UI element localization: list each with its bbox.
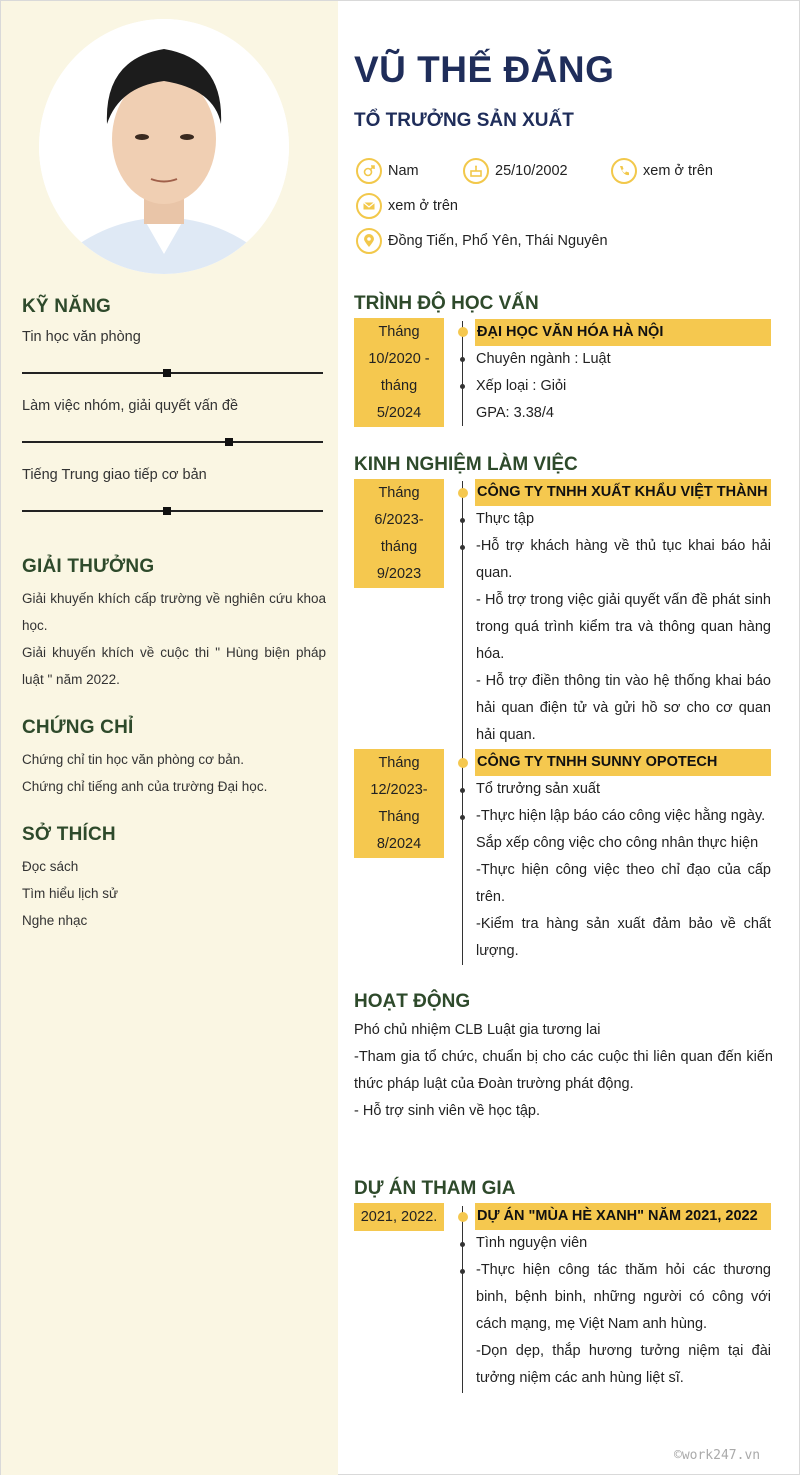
candidate-role: TỔ TRƯỞNG SẢN XUẤT <box>354 110 574 131</box>
date-line: Tháng <box>378 755 420 771</box>
award-item: Giải khuyến khích về cuộc thi " Hùng biện pháp luật " năm 2022. <box>22 645 326 687</box>
activity-line: Phó chủ nhiệm CLB Luật gia tương lai <box>354 1022 601 1038</box>
gender-value: Nam <box>388 163 419 179</box>
info-phone <box>611 158 713 184</box>
certs-title: CHỨNG CHỈ <box>22 717 134 738</box>
bullet-dot <box>460 1242 465 1247</box>
info-dob <box>463 158 568 184</box>
hobby-item: Đọc sách <box>22 859 79 874</box>
job-position: Tổ trưởng sản xuất <box>476 781 600 797</box>
phone-icon <box>611 158 637 184</box>
sidebar <box>1 1 338 1475</box>
skill-level-handle <box>163 507 171 515</box>
timeline-dot <box>458 488 468 498</box>
date-line: 6/2023- <box>374 512 424 528</box>
hobby-item: Nghe nhạc <box>22 913 88 928</box>
birthday-cake-icon <box>463 158 489 184</box>
hobby-item: Tìm hiểu lịch sử <box>22 886 119 901</box>
email-value: xem ở trên <box>388 198 458 214</box>
date-line: Tháng <box>378 324 420 340</box>
bullet-dot <box>460 357 465 362</box>
job-desc: -Kiểm tra hàng sản xuất đảm bảo về chất lượng. <box>476 916 771 959</box>
timeline-dot <box>458 758 468 768</box>
award-item: Giải khuyến khích cấp trường về nghiên cứu khoa học. <box>22 591 326 633</box>
job-position: Thực tập <box>476 511 535 527</box>
gender-icon <box>356 158 382 184</box>
candidate-name: VŨ THẾ ĐĂNG <box>354 49 615 90</box>
date-line: Tháng <box>378 809 420 825</box>
info-gender <box>356 158 419 184</box>
date-line: 9/2023 <box>376 566 422 582</box>
skills-title: KỸ NĂNG <box>22 296 112 317</box>
skill-name: Tiếng Trung giao tiếp cơ bản <box>22 467 207 483</box>
activity-line: - Hỗ trợ sinh viên về học tập. <box>354 1103 541 1119</box>
education-date <box>354 318 444 427</box>
bullet-dot <box>460 545 465 550</box>
date-line: Tháng <box>378 485 420 501</box>
education-major: Chuyên ngành : Luật <box>476 351 611 367</box>
education-gpa: GPA: 3.38/4 <box>476 405 554 421</box>
cert-item: Chứng chỉ tiếng anh của trường Đại học. <box>22 779 268 794</box>
skill-bar <box>22 510 323 512</box>
project-name: DỰ ÁN "MÙA HÈ XANH" NĂM 2021, 2022 <box>475 1203 771 1230</box>
bullet-dot <box>460 815 465 820</box>
job-desc: -Hỗ trợ khách hàng về thủ tục khai báo hải quan. <box>476 538 771 581</box>
info-address <box>356 228 608 254</box>
date-line: 5/2024 <box>376 405 422 421</box>
activities-title: HOẠT ĐỘNG <box>354 991 471 1012</box>
email-icon <box>356 193 382 219</box>
skill-name: Tin học văn phòng <box>22 329 141 345</box>
skill-name: Làm việc nhóm, giải quyết vấn đề <box>22 398 239 414</box>
project-date: 2021, 2022. <box>354 1203 444 1231</box>
activity-line: -Tham gia tổ chức, chuẩn bị cho các cuộc thi liên quan đến kiến thức pháp luật của Đoàn trường phát động. <box>354 1049 773 1092</box>
timeline-dot <box>458 1212 468 1222</box>
date-line: 12/2023- <box>370 782 428 798</box>
school-name: ĐẠI HỌC VĂN HÓA HÀ NỘI <box>475 319 771 346</box>
hobbies-title: SỞ THÍCH <box>22 824 116 845</box>
skill-bar <box>22 441 323 443</box>
job-desc: - Hỗ trợ điền thông tin vào hệ thống khai báo hải quan điện tử và gửi hồ sơ cho cơ quan hải quan. <box>476 673 771 743</box>
date-line: tháng <box>380 378 418 394</box>
timeline-line <box>462 481 463 965</box>
job-desc: - Hỗ trợ trong việc giải quyết vấn đề phát sinh trong quá trình kiểm tra và thông quan hàng hóa. <box>476 592 771 662</box>
bullet-dot <box>460 384 465 389</box>
bullet-dot <box>460 518 465 523</box>
awards-title: GIẢI THƯỞNG <box>22 556 155 577</box>
skill-level-handle <box>225 438 233 446</box>
phone-value: xem ở trên <box>643 163 713 179</box>
timeline-line <box>462 1206 463 1393</box>
job-desc: -Thực hiện lập báo cáo công việc hằng ngày. <box>476 808 766 824</box>
education-title: TRÌNH ĐỘ HỌC VẤN <box>354 293 539 314</box>
date-line: 8/2024 <box>376 836 422 852</box>
projects-title: DỰ ÁN THAM GIA <box>354 1178 516 1199</box>
profile-photo <box>39 19 289 274</box>
project-desc: -Dọn dẹp, thắp hương tưởng niệm tại đài tưởng niệm các anh hùng liệt sĩ. <box>476 1343 771 1386</box>
skill-level-handle <box>163 369 171 377</box>
skill-bar <box>22 372 323 374</box>
watermark: ©work247.vn <box>674 1448 761 1463</box>
project-desc: -Thực hiện công tác thăm hỏi các thương binh, bệnh binh, những người có công với cách mạng, mẹ Việt Nam anh hùng. <box>476 1262 771 1332</box>
cert-item: Chứng chỉ tin học văn phòng cơ bản. <box>22 752 245 767</box>
experience-title: KINH NGHIỆM LÀM VIỆC <box>354 454 578 475</box>
education-rank: Xếp loại : Giỏi <box>476 378 567 394</box>
project-role: Tình nguyện viên <box>476 1235 588 1251</box>
company-name: CÔNG TY TNHH SUNNY OPOTECH <box>475 749 771 776</box>
job-desc: Sắp xếp công việc cho công nhân thực hiện <box>476 835 759 851</box>
date-line: 10/2020 - <box>368 351 430 367</box>
bullet-dot <box>460 1269 465 1274</box>
map-pin-icon <box>356 228 382 254</box>
job-date <box>354 479 444 588</box>
date-line: tháng <box>380 539 418 555</box>
address-value: Đồng Tiến, Phổ Yên, Thái Nguyên <box>388 233 608 249</box>
job-desc: -Thực hiện công việc theo chỉ đạo của cấp trên. <box>476 862 771 905</box>
timeline-dot <box>458 327 468 337</box>
dob-value: 25/10/2002 <box>495 163 568 179</box>
info-email <box>356 193 458 219</box>
bullet-dot <box>460 788 465 793</box>
job-date <box>354 749 444 858</box>
company-name: CÔNG TY TNHH XUẤT KHẨU VIỆT THÀNH <box>475 479 771 506</box>
